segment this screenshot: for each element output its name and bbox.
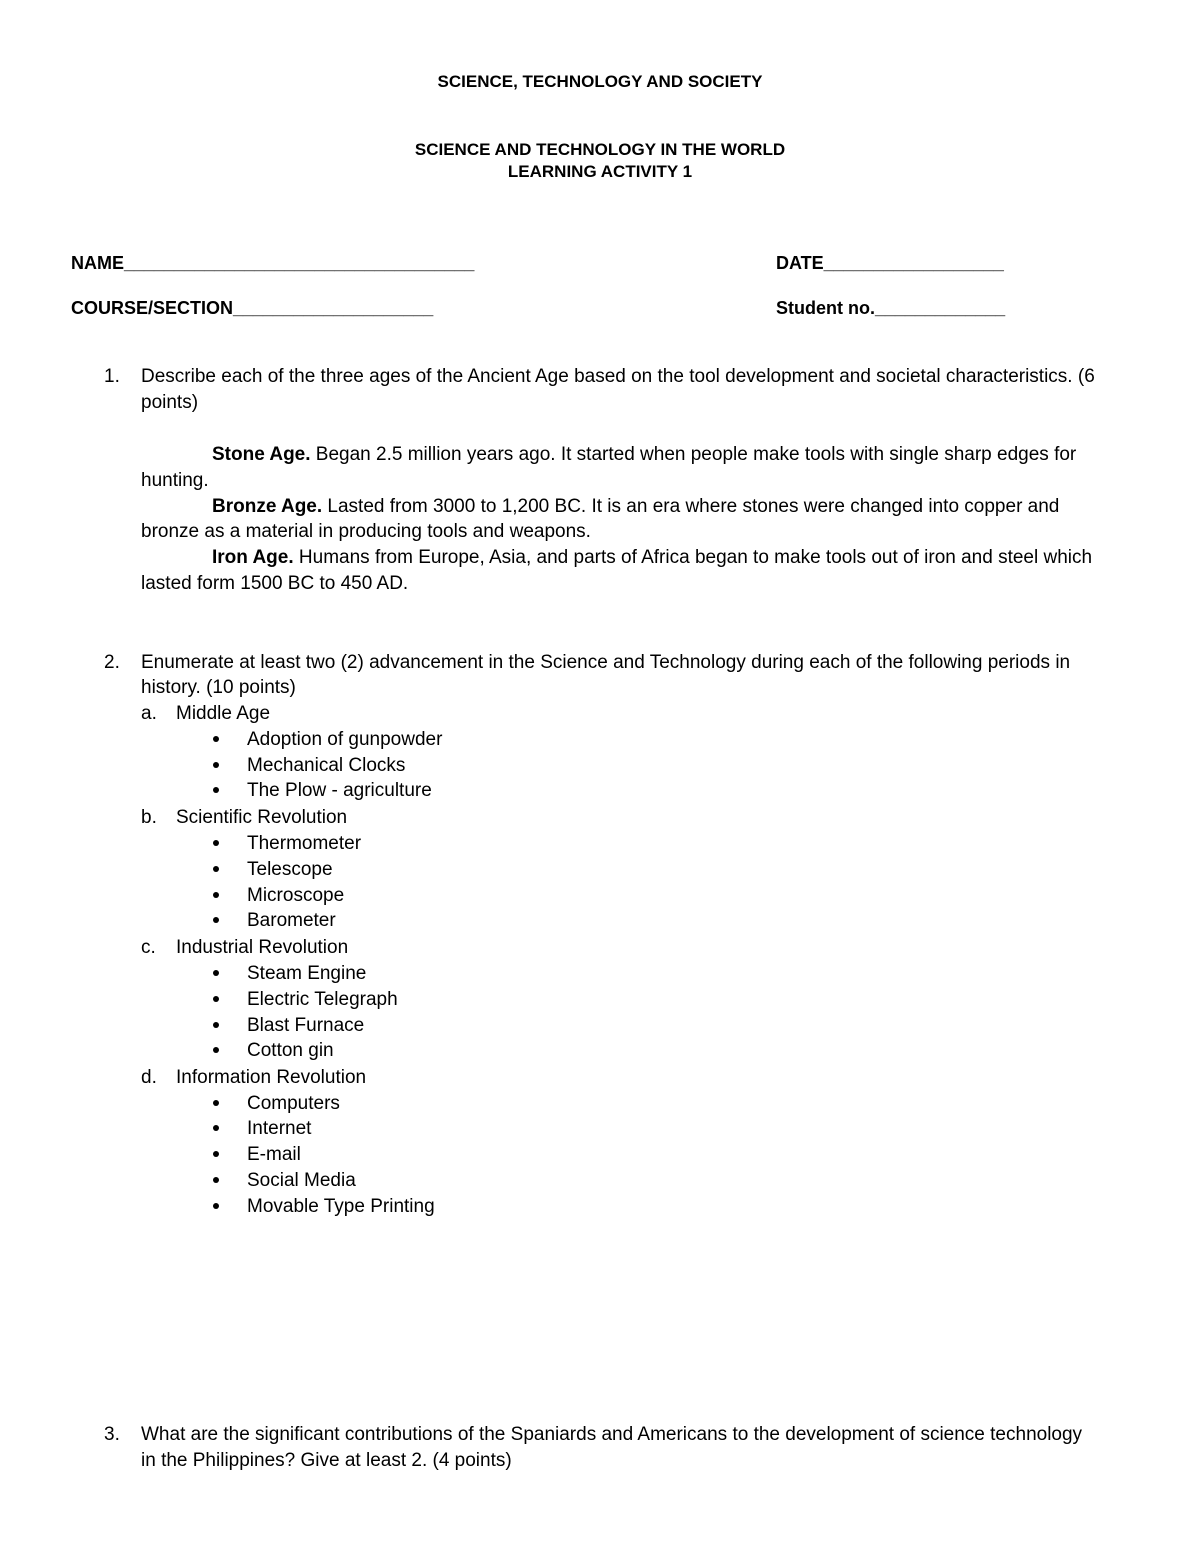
bullet-icon [213,1203,219,1209]
student-no-field[interactable]: Student no._____________ [776,298,1006,318]
course-title: SCIENCE, TECHNOLOGY AND SOCIETY [437,72,763,91]
bullet-icon [213,917,219,923]
bullet-icon [213,866,219,872]
list-item: Cotton gin [247,1040,334,1061]
period-b-letter: b. [141,807,157,828]
q1-number: 1. [104,366,120,387]
bronze-age-text: Lasted from 3000 to 1,200 BC. It is an era where stones were changed into copper and [322,496,1060,517]
iron-age-text: Humans from Europe, Asia, and parts of Africa began to make tools out of iron and steel which [293,547,1093,568]
list-item: Blast Furnace [247,1015,365,1036]
period-a-letter: a. [141,703,157,724]
bullet-icon [213,1100,219,1106]
list-item: The Plow - agriculture [247,780,432,801]
period-d-name: Information Revolution [176,1067,367,1088]
q3-number: 3. [104,1424,120,1445]
bronze-age-line2: bronze as a material in producing tools and weapons. [141,521,591,542]
stone-age-line1 [212,442,1076,468]
bullet-icon [213,840,219,846]
q3-prompt-line2: in the Philippines? Give at least 2. (4 points) [141,1450,512,1471]
list-item: Electric Telegraph [247,989,398,1010]
list-item: Thermometer [247,833,362,854]
q2-prompt-line1: Enumerate at least two (2) advancement in the Science and Technology during each of the following periods in [141,652,1071,673]
bullet-icon [213,787,219,793]
stone-age-label: Stone Age. [212,444,311,465]
bullet-icon [213,1022,219,1028]
list-item: Microscope [247,885,345,906]
list-item: Telescope [247,859,333,880]
stone-age-line2: hunting. [141,470,209,491]
period-a-name: Middle Age [176,703,271,724]
iron-age-label: Iron Age. [212,547,294,568]
bullet-icon [213,762,219,768]
list-item: Steam Engine [247,963,367,984]
list-item: Adoption of gunpowder [247,729,443,750]
course-section-field[interactable]: COURSE/SECTION____________________ [71,298,434,318]
list-item: Mechanical Clocks [247,755,406,776]
list-item: Computers [247,1093,340,1114]
bullet-icon [213,1125,219,1131]
name-field[interactable]: NAME___________________________________ [71,253,475,273]
iron-age-line1 [212,545,1092,571]
bullet-icon [213,892,219,898]
bullet-icon [213,736,219,742]
period-c-name: Industrial Revolution [176,937,349,958]
list-item: E-mail [247,1144,301,1165]
period-c-letter: c. [141,937,156,958]
iron-age-line2: lasted form 1500 BC to 450 AD. [141,573,409,594]
q3-prompt-line1: What are the significant contributions of the Spaniards and Americans to the development of science technology [141,1424,1083,1445]
list-item: Movable Type Printing [247,1196,435,1217]
q2-prompt-line2: history. (10 points) [141,677,296,698]
bullet-icon [213,1177,219,1183]
bronze-age-line1 [212,494,1059,520]
q1-prompt-line1: Describe each of the three ages of the Ancient Age based on the tool development and societal characteristics. (6 [141,366,1095,387]
bullet-icon [213,1151,219,1157]
bullet-icon [213,1047,219,1053]
bullet-icon [213,996,219,1002]
period-d-letter: d. [141,1067,157,1088]
date-field[interactable]: DATE__________________ [776,253,1004,273]
list-item: Internet [247,1118,312,1139]
list-item: Social Media [247,1170,356,1191]
list-item: Barometer [247,910,336,931]
activity-title: LEARNING ACTIVITY 1 [507,162,693,181]
q1-prompt-line2: points) [141,392,199,413]
q2-number: 2. [104,652,120,673]
stone-age-text: Began 2.5 million years ago. It started when people make tools with single sharp edges for [310,444,1077,465]
bronze-age-label: Bronze Age. [212,496,323,517]
bullet-icon [213,970,219,976]
module-title: SCIENCE AND TECHNOLOGY IN THE WORLD [414,140,786,159]
period-b-name: Scientific Revolution [176,807,348,828]
